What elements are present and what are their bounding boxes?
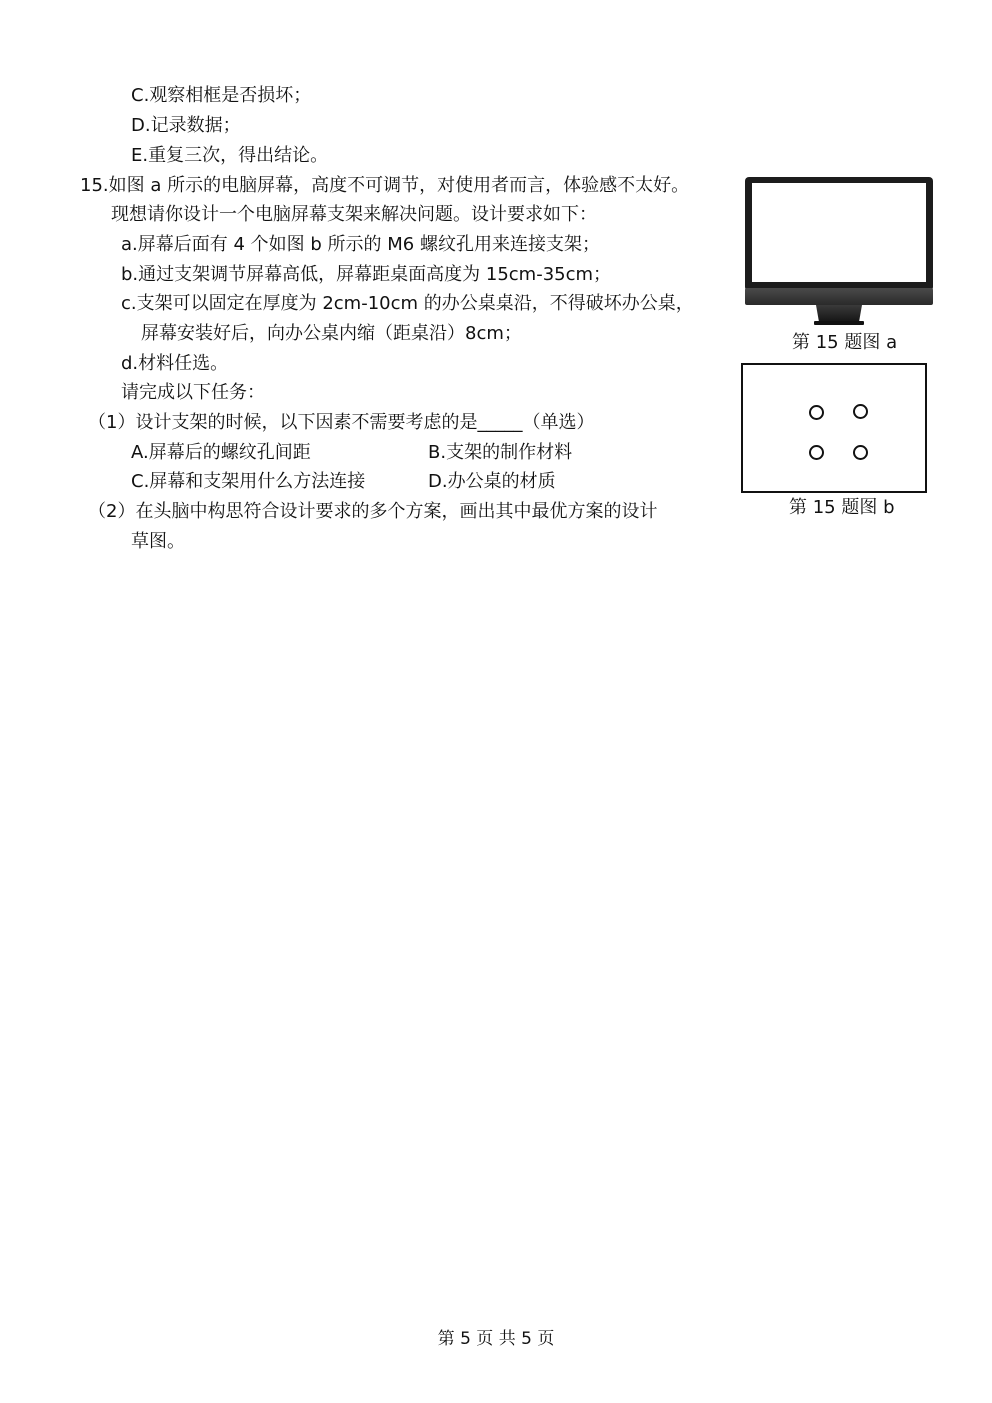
figure-b-caption: 第 15 题图 b xyxy=(789,497,895,518)
option-a: A.屏幕后的螺纹孔间距 xyxy=(131,442,311,463)
option-d: D.办公桌的材质 xyxy=(428,471,556,492)
option-c: C.屏幕和支架用什么方法连接 xyxy=(131,471,366,492)
figure-a-caption: 第 15 题图 a xyxy=(792,332,898,353)
sub-question-1: （1）设计支架的时候，以下因素不需要考虑的是_____（单选） xyxy=(88,412,595,433)
step-d-text: D.记录数据； xyxy=(131,115,241,136)
sub-question-2-line1: （2）在头脑中构思符合设计要求的多个方案，画出其中最优方案的设计 xyxy=(88,501,658,522)
sub-question-2-line2: 草图。 xyxy=(131,531,185,552)
screw-hole-figure xyxy=(741,363,927,493)
monitor-foot xyxy=(814,321,864,325)
requirement-b: b.通过支架调节屏幕高低，屏幕距桌面高度为 15cm-35cm； xyxy=(121,264,612,285)
monitor-chin xyxy=(745,288,933,305)
step-e-text: E.重复三次，得出结论。 xyxy=(131,145,329,166)
task-intro: 请完成以下任务： xyxy=(121,382,265,403)
screw-hole xyxy=(809,405,824,420)
option-b: B.支架的制作材料 xyxy=(428,442,573,463)
question-15-stem-line1: 15.如图 a 所示的电脑屏幕，高度不可调节，对使用者而言，体验感不太好。 xyxy=(80,175,690,196)
requirement-d: d.材料任选。 xyxy=(121,353,229,374)
page-number: 第 5 页 共 5 页 xyxy=(437,1329,555,1349)
screw-hole xyxy=(809,445,824,460)
monitor-stand xyxy=(816,305,862,322)
screw-hole xyxy=(853,404,868,419)
monitor-figure xyxy=(744,176,934,328)
step-c-text: C.观察相框是否损坏； xyxy=(131,85,312,106)
requirement-c-line2: 屏幕安装好后，向办公桌内缩（距桌沿）8cm； xyxy=(141,323,522,344)
question-15-stem-line2: 现想请你设计一个电脑屏幕支架来解决问题。设计要求如下： xyxy=(111,204,597,225)
monitor-screen xyxy=(752,183,926,282)
requirement-c-line1: c.支架可以固定在厚度为 2cm-10cm 的办公桌桌沿，不得破坏办公桌， xyxy=(121,293,694,314)
screw-hole xyxy=(853,445,868,460)
requirement-a: a.屏幕后面有 4 个如图 b 所示的 M6 螺纹孔用来连接支架； xyxy=(121,234,600,255)
